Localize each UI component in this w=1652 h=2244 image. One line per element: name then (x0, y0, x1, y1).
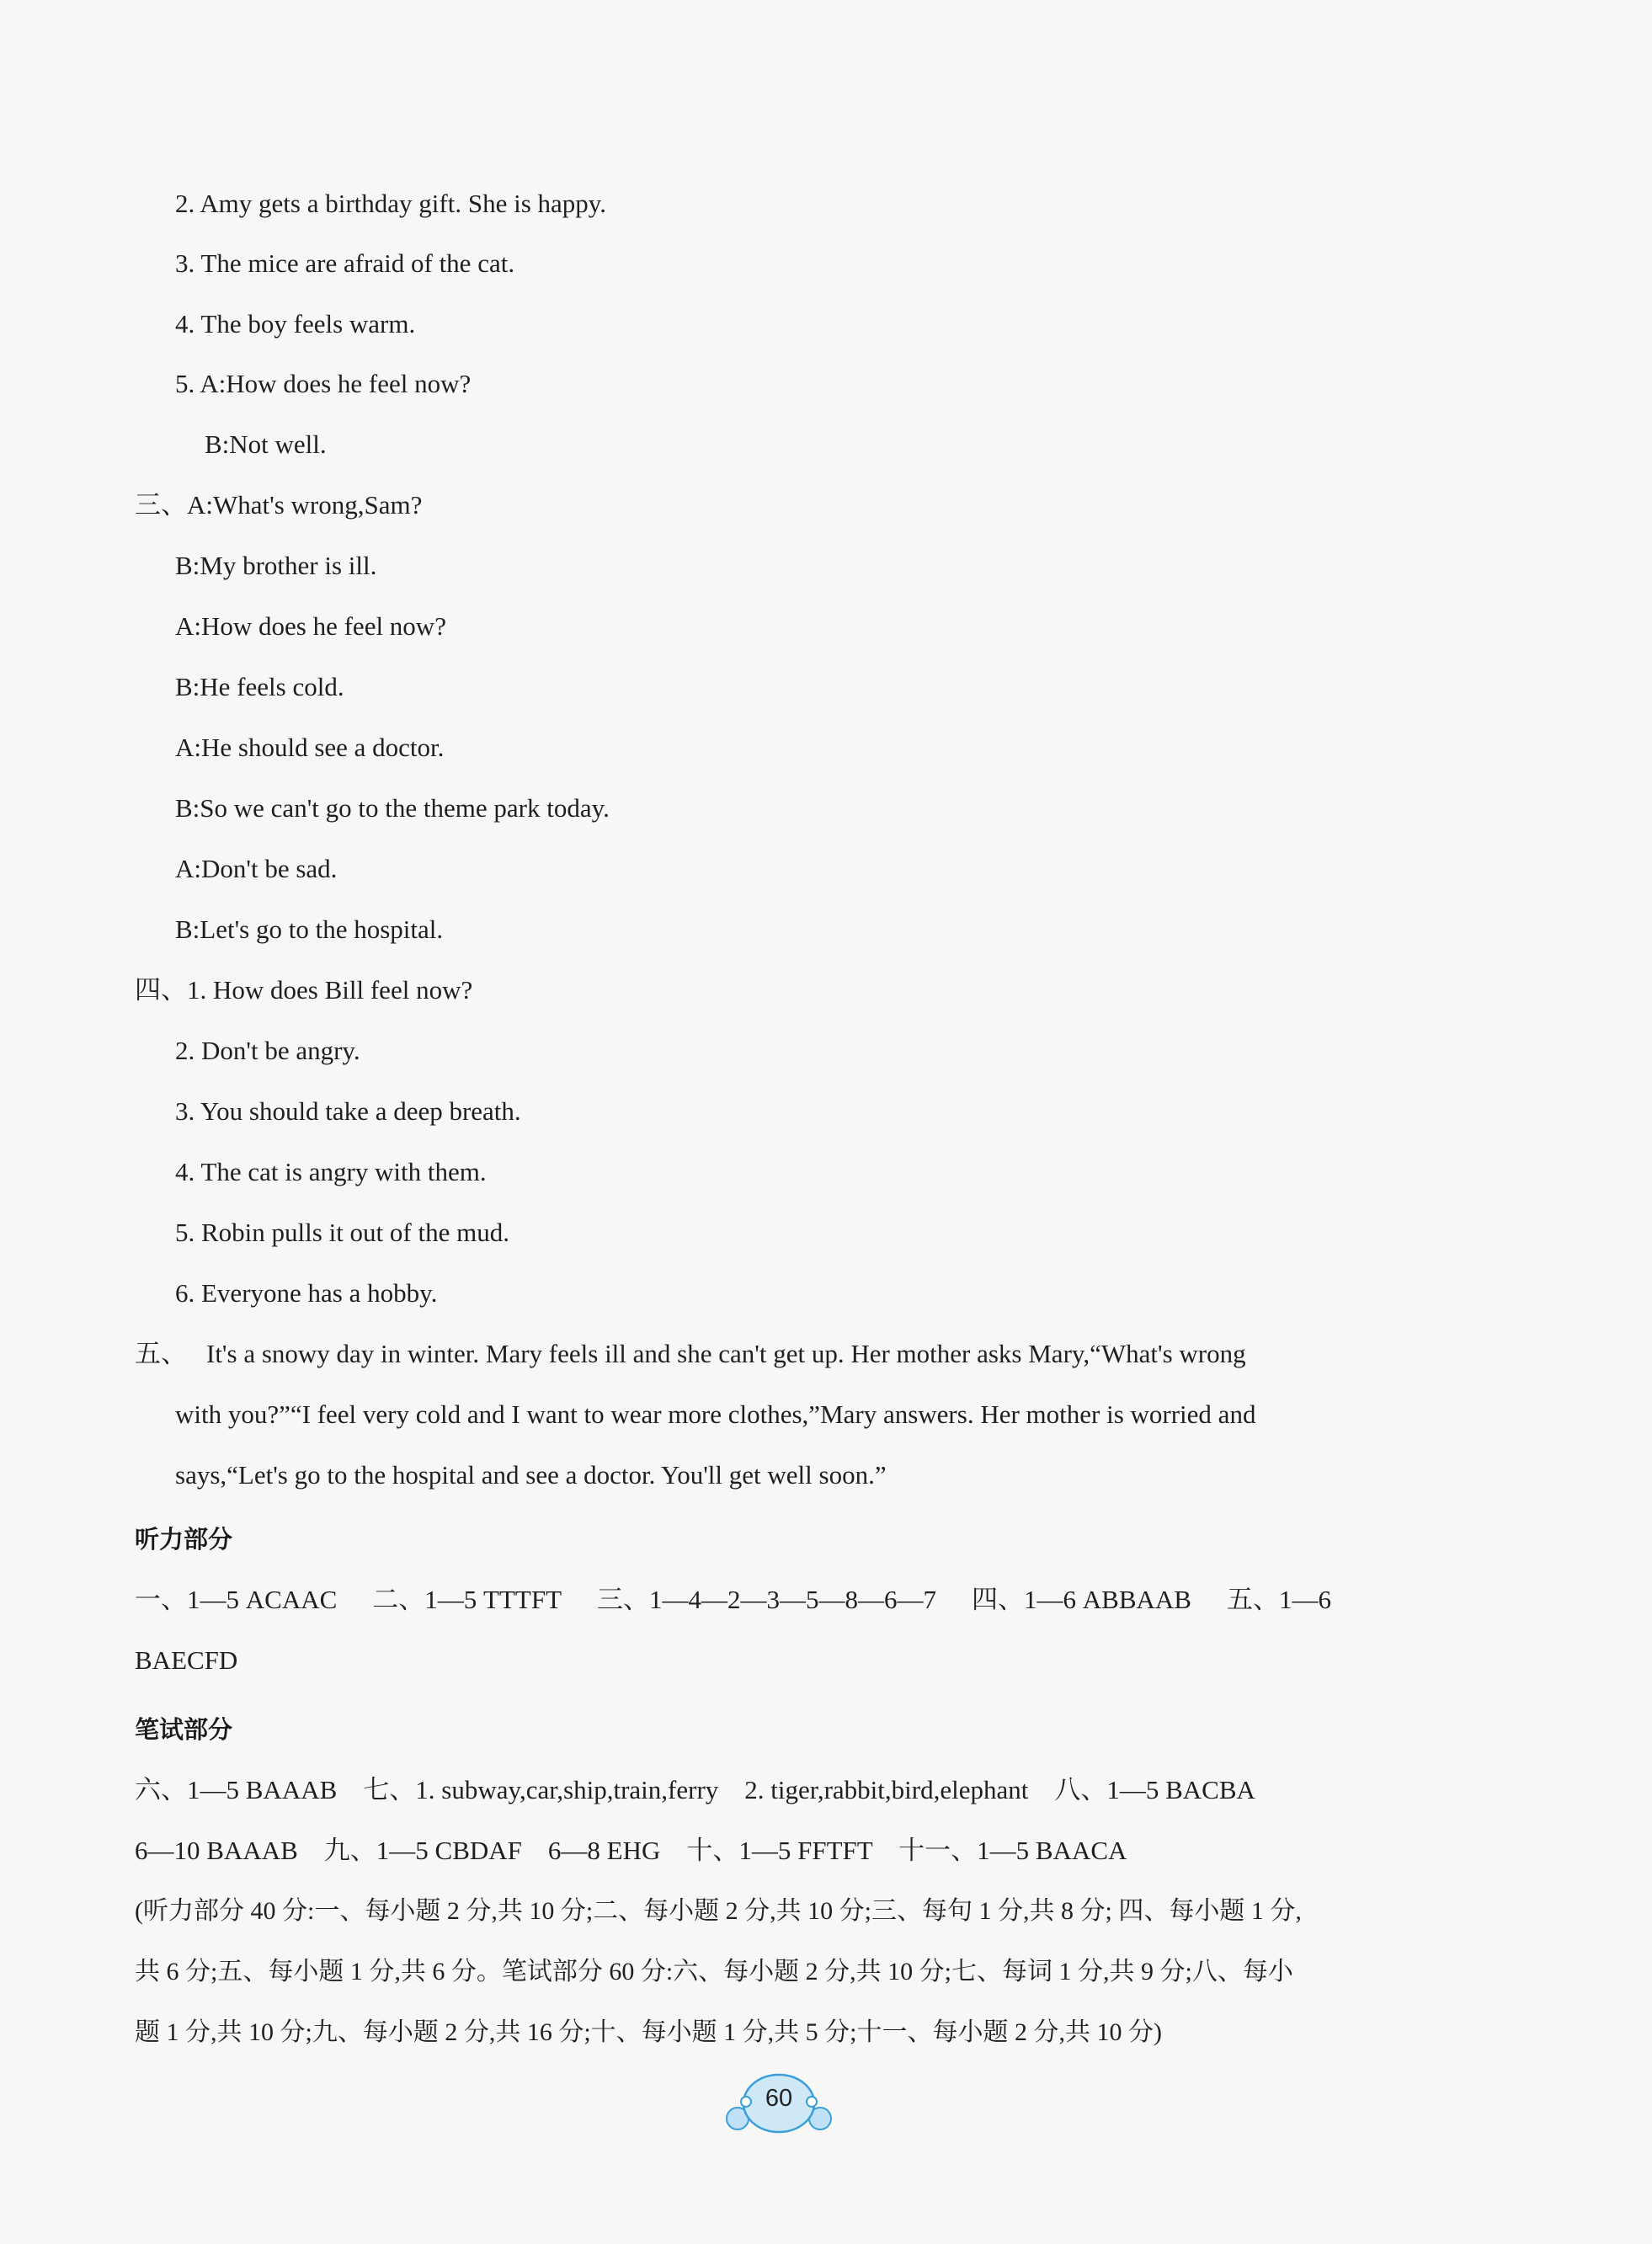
section5-line-1: 五、 It's a snowy day in winter. Mary feels ill and she can't get up. Her mother asks Mary,“What's wrong (135, 1324, 1423, 1384)
listening-answers-line-1 (135, 1570, 1423, 1630)
scoring-note (135, 1881, 1431, 2063)
section3-line-6: B:So we can't go to the theme park today. (175, 793, 610, 823)
section4-line-2: 2. Don't be angry. (175, 1036, 360, 1065)
section5-label: 五、 (135, 1339, 187, 1368)
scoring-note-line-1: (听力部分 40 分:一、每小题 2 分,共 10 分;二、每小题 2 分,共 10 分;三、每句 1 分,共 8 分; 四、每小题 1 分, (135, 1897, 1302, 1925)
writing-answers (135, 1760, 1423, 1881)
section4-line-4: 4. The cat is angry with them. (175, 1157, 487, 1186)
section3-line-4: B:He feels cold. (175, 672, 344, 701)
page-number: 60 (765, 2085, 793, 2112)
section4-line-6: 6. Everyone has a hobby. (175, 1278, 438, 1308)
scoring-note-line-2: 共 6 分;五、每小题 1 分,共 6 分。笔试部分 60 分:六、每小题 2 分,共 10 分;七、每词 1 分,共 9 分;八、每小 (135, 1958, 1293, 1985)
section5-line-3: says,“Let's go to the hospital and see a doctor. You'll get well soon.” (175, 1460, 887, 1490)
section3-line-1: 三、A:What's wrong,Sam? (135, 490, 423, 520)
listening-answer-2: 二、1—5 TTTFT (372, 1585, 562, 1614)
section3-line-8: B:Let's go to the hospital. (175, 914, 444, 944)
section4-line-3: 3. You should take a deep breath. (175, 1096, 521, 1126)
listening-answer-5: 五、1—6 (1226, 1585, 1331, 1614)
page-number-badge (724, 2070, 834, 2137)
section3-line-5: A:He should see a doctor. (175, 733, 445, 762)
section5-paragraph (135, 1324, 1423, 1506)
listening-answer-3: 三、1—4—2—3—5—8—6—7 (597, 1585, 937, 1614)
section4-line-1: 四、1. How does Bill feel now? (135, 975, 473, 1005)
section2-item-5-answer: B:Not well. (205, 429, 327, 459)
section2-item-3: 3. The mice are afraid of the cat. (175, 248, 515, 278)
listening-answer-1: 一、1—5 ACAAC (135, 1585, 338, 1614)
section3-line-2: B:My brother is ill. (175, 551, 377, 580)
listening-heading: 听力部分 (135, 1525, 233, 1554)
listening-answers (135, 1570, 1423, 1691)
writing-answers-line-2: 6—10 BAAAB 九、1—5 CBDAF 6—8 EHG 十、1—5 FFTFT 十一、1—5 BAACA (135, 1836, 1127, 1865)
section3-line-7: A:Don't be sad. (175, 854, 338, 883)
section3-line-3: A:How does he feel now? (175, 611, 446, 641)
section5-line-2: with you?”“I feel very cold and I want to wear more clothes,”Mary answers. Her mother is worried and (175, 1399, 1256, 1429)
section2-item-2: 2. Amy gets a birthday gift. She is happy. (175, 189, 607, 218)
writing-heading: 笔试部分 (135, 1715, 233, 1744)
section2-item-5: 5. A:How does he feel now? (175, 369, 472, 398)
section2-item-4: 4. The boy feels warm. (175, 309, 416, 338)
scoring-note-line-3: 题 1 分,共 10 分;九、每小题 2 分,共 16 分;十、每小题 1 分,共 5 分;十一、每小题 2 分,共 10 分) (135, 2018, 1162, 2046)
section4-line-5: 5. Robin pulls it out of the mud. (175, 1218, 509, 1247)
listening-answer-4: 四、1—6 ABBAAB (972, 1585, 1191, 1614)
writing-answers-line-1: 六、1—5 BAAAB 七、1. subway,car,ship,train,ferry 2. tiger,rabbit,bird,elephant 八、1—5 BACBA (135, 1775, 1255, 1804)
listening-answer-5-continued: BAECFD (135, 1645, 238, 1675)
